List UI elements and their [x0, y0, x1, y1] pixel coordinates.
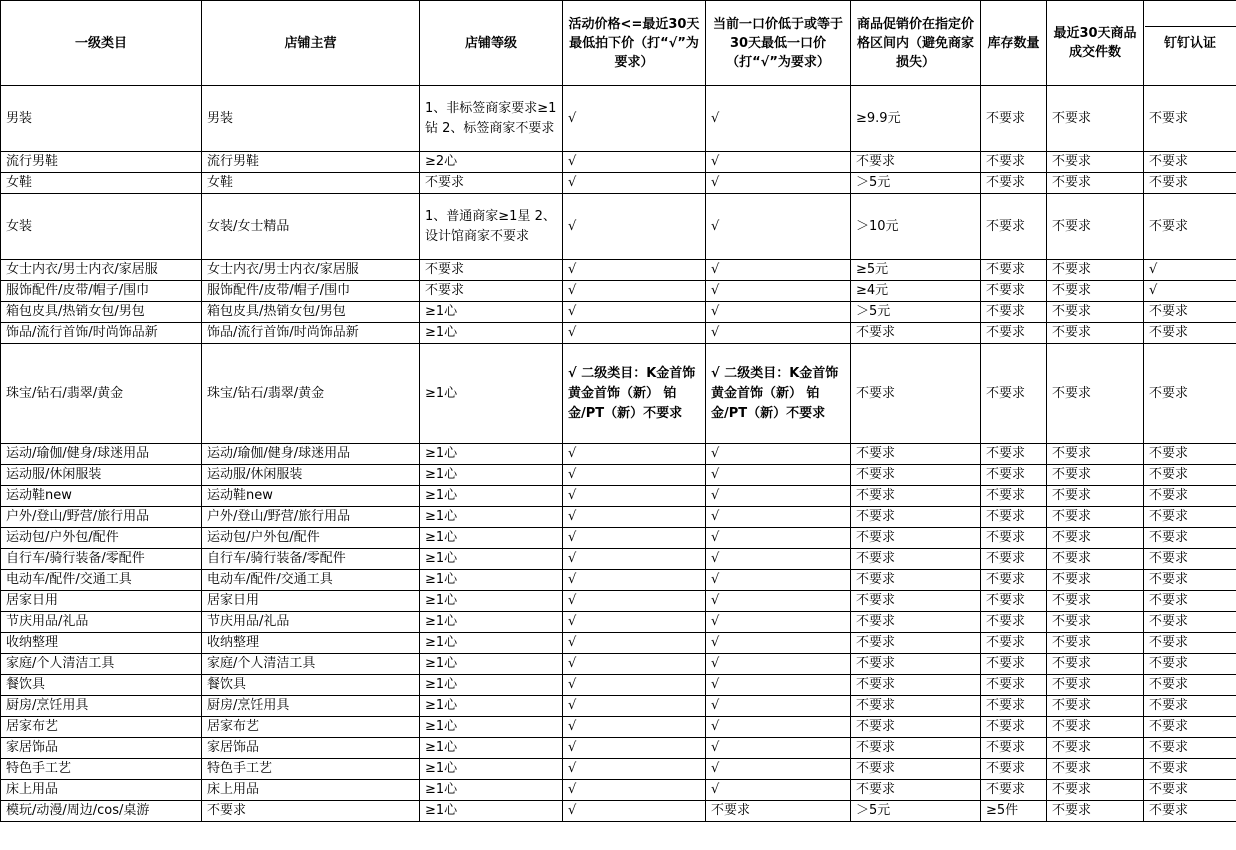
table-cell: 不要求 [851, 570, 981, 591]
header-category: 一级类目 [1, 1, 202, 86]
table-cell: √ [563, 675, 706, 696]
table-cell: 不要求 [1144, 717, 1236, 738]
table-cell: 女鞋 [1, 173, 202, 194]
table-cell: 家居饰品 [1, 738, 202, 759]
table-cell: 不要求 [420, 260, 563, 281]
table-cell: ≥1心 [420, 801, 563, 822]
table-cell: 不要求 [1047, 717, 1144, 738]
table-cell: √ [563, 528, 706, 549]
table-cell: √ [563, 323, 706, 344]
table-cell: 不要求 [1144, 323, 1236, 344]
table-cell: √ [706, 570, 851, 591]
table-cell: 户外/登山/野营/旅行用品 [1, 507, 202, 528]
table-cell: √ 二级类目：K金首饰 黄金首饰（新） 铂金/PT（新）不要求 [563, 344, 706, 444]
table-row [1, 152, 1236, 173]
table-cell: √ [706, 444, 851, 465]
table-cell: √ [563, 570, 706, 591]
table-cell: √ [706, 323, 851, 344]
table-cell: 不要求 [1144, 152, 1236, 173]
table-cell: 不要求 [981, 696, 1047, 717]
table-cell: 不要求 [1047, 281, 1144, 302]
table-cell: 不要求 [1047, 612, 1144, 633]
table-cell: 运动服/休闲服装 [202, 465, 420, 486]
table-cell: 运动鞋new [202, 486, 420, 507]
table-cell: 自行车/骑行装备/零配件 [202, 549, 420, 570]
table-cell: √ [706, 194, 851, 260]
table-cell: 不要求 [1144, 570, 1236, 591]
header-dingtalk: 钉钉认证 [1144, 1, 1236, 86]
table-cell: 不要求 [981, 738, 1047, 759]
table-cell: 不要求 [1144, 302, 1236, 323]
table-cell: 不要求 [981, 675, 1047, 696]
table-row [1, 465, 1236, 486]
table-cell: √ [706, 302, 851, 323]
table-cell: √ [563, 444, 706, 465]
table-cell: 女士内衣/男士内衣/家居服 [1, 260, 202, 281]
table-row [1, 549, 1236, 570]
table-cell: √ [706, 675, 851, 696]
table-cell: 不要求 [1047, 528, 1144, 549]
table-cell: 不要求 [851, 633, 981, 654]
table-cell: 不要求 [851, 465, 981, 486]
table-cell: 居家日用 [1, 591, 202, 612]
table-cell: 运动包/户外包/配件 [202, 528, 420, 549]
table-cell: 不要求 [1047, 654, 1144, 675]
table-cell: √ [563, 86, 706, 152]
table-cell: 不要求 [1047, 86, 1144, 152]
table-cell: 不要求 [1144, 507, 1236, 528]
table-cell: ≥1心 [420, 717, 563, 738]
table-cell: √ [706, 591, 851, 612]
header-promo-price: 商品促销价在指定价格区间内（避免商家损失） [851, 1, 981, 86]
table-cell: ≥1心 [420, 344, 563, 444]
table-cell: 不要求 [1144, 591, 1236, 612]
table-cell: 不要求 [981, 591, 1047, 612]
table-cell: 不要求 [1047, 738, 1144, 759]
table-cell: ＞5元 [851, 801, 981, 822]
table-cell: √ [563, 633, 706, 654]
table-cell: 不要求 [851, 344, 981, 444]
table-cell: ≥1心 [420, 570, 563, 591]
table-cell: 不要求 [981, 260, 1047, 281]
table-cell: ＞10元 [851, 194, 981, 260]
table-cell: √ [706, 152, 851, 173]
table-cell: √ [563, 696, 706, 717]
table-cell: 家庭/个人清洁工具 [1, 654, 202, 675]
header-sales-30d: 最近30天商品成交件数 [1047, 1, 1144, 86]
table-cell: 服饰配件/皮带/帽子/围巾 [1, 281, 202, 302]
table-cell: 不要求 [981, 780, 1047, 801]
table-cell: √ [563, 302, 706, 323]
table-cell: √ [563, 465, 706, 486]
table-cell: 不要求 [981, 486, 1047, 507]
table-cell: ≥1心 [420, 675, 563, 696]
table-cell: √ [706, 173, 851, 194]
table-cell: 不要求 [981, 759, 1047, 780]
table-cell: 男装 [1, 86, 202, 152]
table-cell: 不要求 [1047, 591, 1144, 612]
table-cell: √ [1144, 281, 1236, 302]
table-cell: 男装 [202, 86, 420, 152]
table-cell: 不要求 [851, 654, 981, 675]
table-row [1, 633, 1236, 654]
table-row [1, 194, 1236, 260]
table-cell: 不要求 [981, 281, 1047, 302]
table-cell: ≥1心 [420, 654, 563, 675]
table-cell: 床上用品 [1, 780, 202, 801]
table-cell: 运动包/户外包/配件 [1, 528, 202, 549]
table-cell: ≥1心 [420, 302, 563, 323]
table-cell: ≥1心 [420, 549, 563, 570]
table-cell: 不要求 [1144, 344, 1236, 444]
table-cell: 户外/登山/野营/旅行用品 [202, 507, 420, 528]
table-cell: 不要求 [1144, 612, 1236, 633]
table-cell: 不要求 [420, 173, 563, 194]
table-cell: 不要求 [851, 323, 981, 344]
table-row [1, 696, 1236, 717]
table-cell: 不要求 [851, 675, 981, 696]
table-cell: 不要求 [1047, 675, 1144, 696]
table-cell: 不要求 [981, 302, 1047, 323]
table-cell: ≥1心 [420, 612, 563, 633]
table-cell: ≥1心 [420, 696, 563, 717]
table-cell: 不要求 [981, 549, 1047, 570]
table-row [1, 717, 1236, 738]
table-cell: 运动/瑜伽/健身/球迷用品 [1, 444, 202, 465]
table-cell: 不要求 [1047, 194, 1144, 260]
table-cell: 不要求 [851, 444, 981, 465]
table-cell: 餐饮具 [202, 675, 420, 696]
table-cell: √ [706, 717, 851, 738]
table-cell: 不要求 [1144, 780, 1236, 801]
table-row [1, 444, 1236, 465]
table-cell: √ 二级类目：K金首饰 黄金首饰（新） 铂金/PT（新）不要求 [706, 344, 851, 444]
table-cell: ≥1心 [420, 507, 563, 528]
table-cell: ≥9.9元 [851, 86, 981, 152]
table-row [1, 281, 1236, 302]
table-cell: ≥1心 [420, 486, 563, 507]
table-cell: 特色手工艺 [1, 759, 202, 780]
table-cell: 不要求 [851, 717, 981, 738]
table-cell: 家居饰品 [202, 738, 420, 759]
table-cell: √ [706, 696, 851, 717]
table-cell: 不要求 [1047, 465, 1144, 486]
table-cell: 居家日用 [202, 591, 420, 612]
table-cell: √ [563, 507, 706, 528]
table-cell: 不要求 [851, 780, 981, 801]
table-cell: 珠宝/钻石/翡翠/黄金 [1, 344, 202, 444]
table-cell: 不要求 [1047, 302, 1144, 323]
table-row [1, 612, 1236, 633]
table-cell: 不要求 [981, 528, 1047, 549]
table-cell: 不要求 [981, 633, 1047, 654]
header-shop-level: 店铺等级 [420, 1, 563, 86]
table-cell: 箱包皮具/热销女包/男包 [1, 302, 202, 323]
table-cell: 不要求 [1047, 323, 1144, 344]
table-cell: 不要求 [1144, 696, 1236, 717]
table-cell: 不要求 [981, 173, 1047, 194]
table-cell: 不要求 [981, 344, 1047, 444]
table-cell: √ [706, 507, 851, 528]
table-cell: √ [563, 281, 706, 302]
table-cell: 不要求 [981, 194, 1047, 260]
table-row [1, 738, 1236, 759]
table-cell: 不要求 [1047, 152, 1144, 173]
table-row [1, 302, 1236, 323]
table-cell: 珠宝/钻石/翡翠/黄金 [202, 344, 420, 444]
table-cell: √ [706, 549, 851, 570]
table-cell: 女鞋 [202, 173, 420, 194]
table-cell: 不要求 [981, 323, 1047, 344]
table-row [1, 759, 1236, 780]
table-cell: 不要求 [1144, 654, 1236, 675]
table-cell: 节庆用品/礼品 [1, 612, 202, 633]
header-row [1, 1, 1236, 86]
table-cell: √ [563, 260, 706, 281]
table-cell: 运动服/休闲服装 [1, 465, 202, 486]
table-cell: ≥2心 [420, 152, 563, 173]
table-cell: 不要求 [1047, 260, 1144, 281]
table-cell: 饰品/流行首饰/时尚饰品新 [1, 323, 202, 344]
table-cell: 不要求 [1144, 801, 1236, 822]
table-cell: 不要求 [1047, 633, 1144, 654]
table-cell: ≥1心 [420, 528, 563, 549]
table-cell: 不要求 [1144, 173, 1236, 194]
table-cell: √ [563, 801, 706, 822]
table-cell: 不要求 [420, 281, 563, 302]
table-cell: 不要求 [706, 801, 851, 822]
table-cell: √ [563, 549, 706, 570]
table-cell: 不要求 [1047, 696, 1144, 717]
table-cell: 不要求 [851, 549, 981, 570]
table-row [1, 507, 1236, 528]
table-cell: √ [1144, 260, 1236, 281]
table-cell: 饰品/流行首饰/时尚饰品新 [202, 323, 420, 344]
table-cell: ＞5元 [851, 302, 981, 323]
table-cell: √ [706, 86, 851, 152]
table-cell: 不要求 [851, 738, 981, 759]
table-cell: 餐饮具 [1, 675, 202, 696]
table-row [1, 654, 1236, 675]
table-cell: 厨房/烹饪用具 [202, 696, 420, 717]
table-cell: 不要求 [1047, 801, 1144, 822]
table-cell: 不要求 [1144, 528, 1236, 549]
header-current-price: 当前一口价低于或等于30天最低一口价（打“√”为要求） [706, 1, 851, 86]
table-cell: ＞5元 [851, 173, 981, 194]
table-cell: 不要求 [1047, 486, 1144, 507]
table-cell: 不要求 [1047, 780, 1144, 801]
table-cell: √ [563, 173, 706, 194]
table-cell: 流行男鞋 [1, 152, 202, 173]
table-cell: 收纳整理 [202, 633, 420, 654]
table-cell: 不要求 [981, 507, 1047, 528]
table-cell: ≥5件 [981, 801, 1047, 822]
table-cell: √ [706, 612, 851, 633]
table-cell: 不要求 [1047, 173, 1144, 194]
table-cell: 床上用品 [202, 780, 420, 801]
table-cell: √ [563, 591, 706, 612]
table-cell: 不要求 [851, 528, 981, 549]
table-cell: 厨房/烹饪用具 [1, 696, 202, 717]
table-row [1, 344, 1236, 444]
table-cell: 不要求 [851, 612, 981, 633]
table-cell: 运动鞋new [1, 486, 202, 507]
table-cell: ≥1心 [420, 780, 563, 801]
table-cell: √ [706, 738, 851, 759]
table-row [1, 591, 1236, 612]
table-cell: 女装/女士精品 [202, 194, 420, 260]
table-cell: 女士内衣/男士内衣/家居服 [202, 260, 420, 281]
table-cell: 不要求 [981, 570, 1047, 591]
table-cell: √ [563, 152, 706, 173]
table-cell: 不要求 [1144, 549, 1236, 570]
table-cell: 不要求 [1144, 444, 1236, 465]
table-cell: 不要求 [851, 507, 981, 528]
table-row [1, 486, 1236, 507]
table-cell: 模玩/动漫/周边/cos/桌游 [1, 801, 202, 822]
table-cell: √ [706, 780, 851, 801]
table-cell: 电动车/配件/交通工具 [202, 570, 420, 591]
table-cell: √ [706, 465, 851, 486]
table-cell: √ [563, 612, 706, 633]
table-cell: 运动/瑜伽/健身/球迷用品 [202, 444, 420, 465]
table-cell: 不要求 [851, 759, 981, 780]
table-cell: 女装 [1, 194, 202, 260]
table-cell: 特色手工艺 [202, 759, 420, 780]
table-cell: √ [563, 194, 706, 260]
table-cell: ≥1心 [420, 591, 563, 612]
table-cell: 1、普通商家≥1星 2、设计馆商家不要求 [420, 194, 563, 260]
table-cell: ≥1心 [420, 444, 563, 465]
header-activity-price: 活动价格<=最近30天最低拍下价（打“√”为要求） [563, 1, 706, 86]
table-cell: √ [563, 759, 706, 780]
table-cell: 居家布艺 [202, 717, 420, 738]
table-row [1, 528, 1236, 549]
table-cell: 不要求 [851, 152, 981, 173]
table-cell: 不要求 [851, 486, 981, 507]
table-cell: √ [563, 486, 706, 507]
table-cell: 不要求 [202, 801, 420, 822]
table-cell: 流行男鞋 [202, 152, 420, 173]
table-cell: ≥1心 [420, 759, 563, 780]
table-cell: √ [563, 654, 706, 675]
table-cell: 不要求 [981, 717, 1047, 738]
table-cell: 不要求 [1047, 759, 1144, 780]
table-cell: √ [706, 654, 851, 675]
table-cell: 不要求 [981, 465, 1047, 486]
table-cell: 不要求 [1144, 194, 1236, 260]
table-row [1, 570, 1236, 591]
table-cell: √ [706, 633, 851, 654]
table-cell: 不要求 [1047, 570, 1144, 591]
table-cell: 服饰配件/皮带/帽子/围巾 [202, 281, 420, 302]
table-cell: ≥4元 [851, 281, 981, 302]
table-cell: √ [706, 528, 851, 549]
table-cell: 1、非标签商家要求≥1钻 2、标签商家不要求 [420, 86, 563, 152]
table-cell: 不要求 [851, 696, 981, 717]
table-row [1, 801, 1236, 822]
table-cell: √ [706, 486, 851, 507]
table-cell: 居家布艺 [1, 717, 202, 738]
table-cell: 节庆用品/礼品 [202, 612, 420, 633]
table-row [1, 86, 1236, 152]
table-cell: 不要求 [1047, 549, 1144, 570]
table-cell: 不要求 [1144, 86, 1236, 152]
table-cell: 电动车/配件/交通工具 [1, 570, 202, 591]
table-cell: √ [563, 717, 706, 738]
table-cell: 不要求 [1047, 507, 1144, 528]
table-cell: ≥5元 [851, 260, 981, 281]
table-cell: 不要求 [1144, 486, 1236, 507]
table-cell: ≥1心 [420, 323, 563, 344]
table-cell: 箱包皮具/热销女包/男包 [202, 302, 420, 323]
header-divider [1145, 26, 1236, 27]
table-cell: ≥1心 [420, 738, 563, 759]
table-cell: 不要求 [1144, 738, 1236, 759]
table-cell: ≥1心 [420, 465, 563, 486]
table-body [1, 86, 1236, 822]
header-stock: 库存数量 [981, 1, 1047, 86]
table-cell: 不要求 [851, 591, 981, 612]
table-cell: 收纳整理 [1, 633, 202, 654]
table-row [1, 323, 1236, 344]
table-cell: 家庭/个人清洁工具 [202, 654, 420, 675]
table-cell: √ [563, 780, 706, 801]
table-cell: 不要求 [1047, 344, 1144, 444]
table-cell: 不要求 [981, 612, 1047, 633]
table-cell: √ [706, 759, 851, 780]
table-cell: √ [706, 260, 851, 281]
table-cell: ≥1心 [420, 633, 563, 654]
table-cell: 不要求 [981, 86, 1047, 152]
table-cell: 不要求 [1144, 633, 1236, 654]
header-main-business: 店铺主营 [202, 1, 420, 86]
table-row [1, 173, 1236, 194]
table-cell: 不要求 [1144, 465, 1236, 486]
table-row [1, 260, 1236, 281]
table-cell: 不要求 [981, 444, 1047, 465]
table-cell: 不要求 [1047, 444, 1144, 465]
table-cell: 不要求 [1144, 759, 1236, 780]
table-cell: √ [563, 738, 706, 759]
table-cell: 不要求 [981, 152, 1047, 173]
table-cell: 不要求 [981, 654, 1047, 675]
table-cell: 自行车/骑行装备/零配件 [1, 549, 202, 570]
table-cell: 不要求 [1144, 675, 1236, 696]
table-row [1, 780, 1236, 801]
table-cell: √ [706, 281, 851, 302]
table-row [1, 675, 1236, 696]
